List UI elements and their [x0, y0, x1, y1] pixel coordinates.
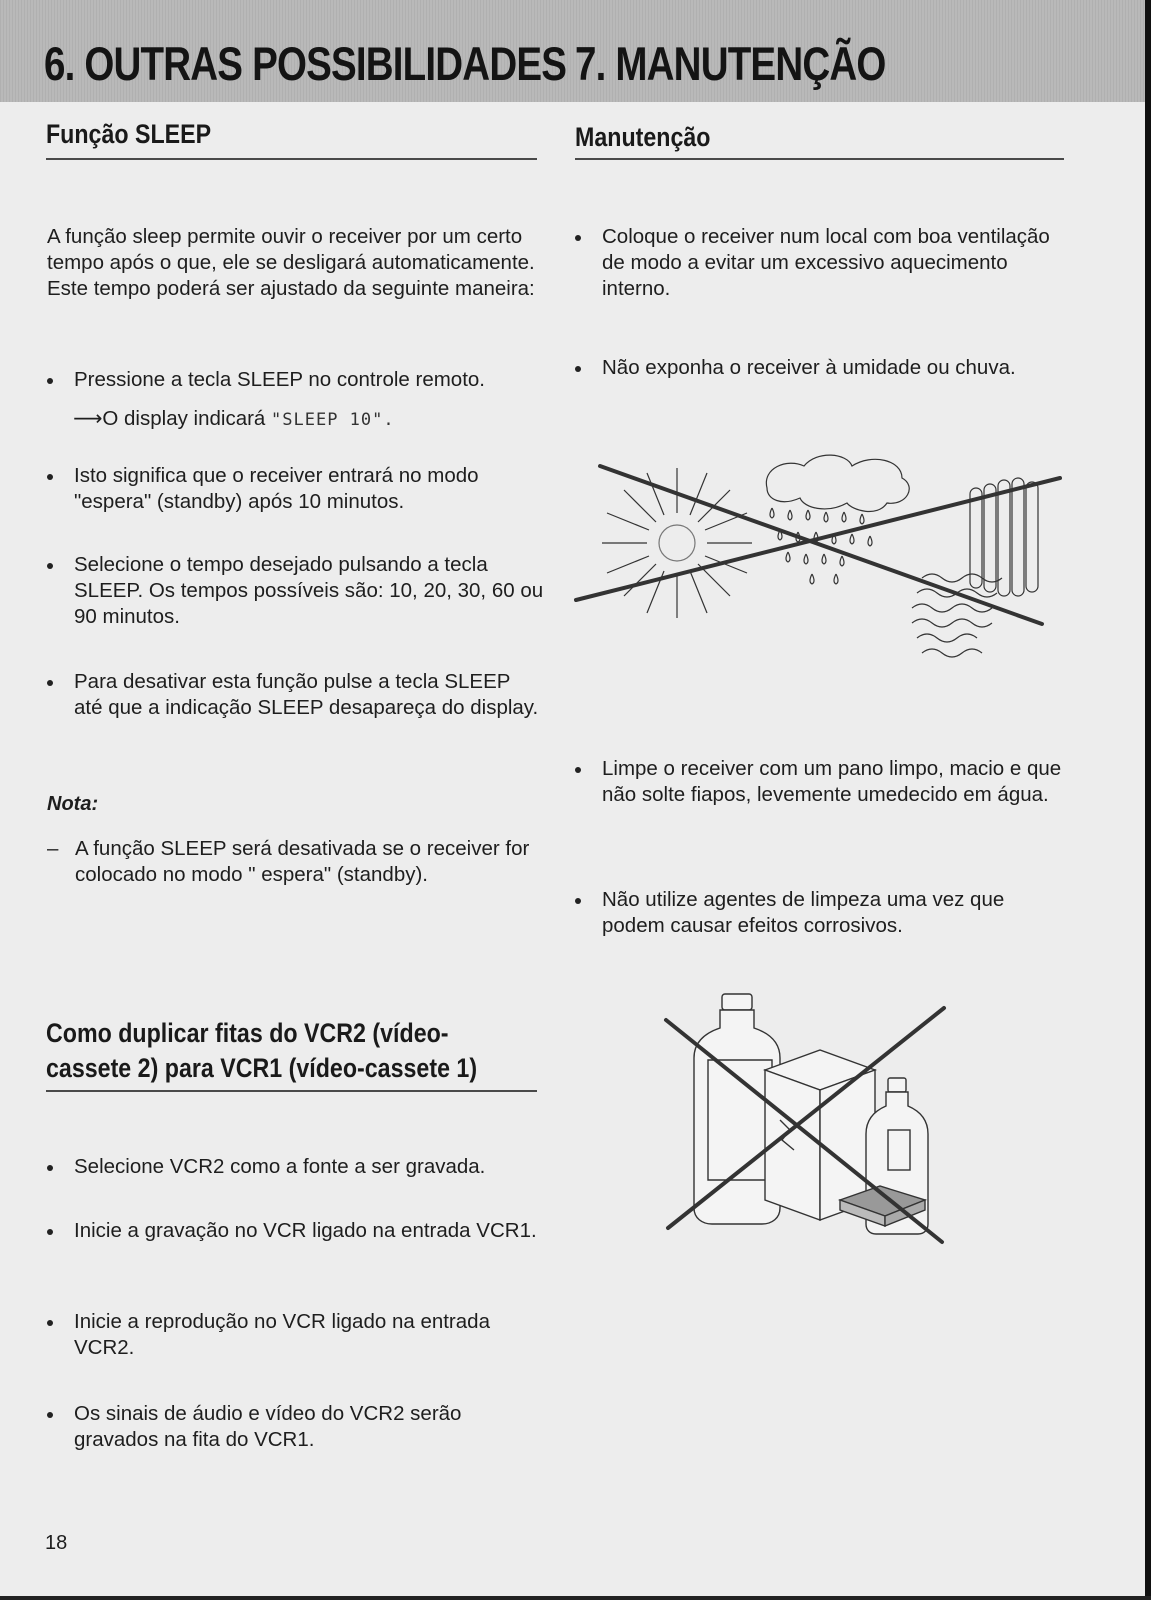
page-bottom-edge [0, 1596, 1151, 1600]
note-label: Nota: [47, 793, 99, 815]
heat-waves-icon [912, 574, 1002, 657]
chapter-7-title: 7. MANUTENÇÃO [575, 37, 886, 90]
sun-icon [602, 468, 752, 618]
dash-icon: – [47, 837, 59, 860]
page-edge [1145, 0, 1151, 1600]
page-number: 18 [45, 1532, 68, 1554]
vcr-heading-line-2: cassete 2) para VCR1 (vídeo-cassete 1) [46, 1053, 478, 1083]
no-cleaning-agents-illustration [660, 990, 950, 1250]
sleep-display-indication: ⟶O display indicará "SLEEP 10". [73, 407, 395, 430]
note-text: – A função SLEEP será desativada se o receiver for colocado no modo " espera" (standby). [47, 837, 530, 886]
sleep-bullet-2: Isto significa que o receiver entrará no modo "espera" (standby) após 10 minutos. [47, 463, 544, 515]
no-sun-rain-heat-illustration [572, 448, 1064, 670]
vcr-bullet-2: Inicie a gravação no VCR ligado na entrada VCR1. [47, 1218, 544, 1244]
sleep-intro: A função sleep permite ouvir o receiver por um certo tempo após o que, ele se desligará automaticamente. Este tempo poderá ser ajustado da seguinte maneira: [47, 225, 535, 300]
maintenance-bullet-3: Limpe o receiver com um pano limpo, macio e que não solte fiapos, levemente umedecido em água. [575, 756, 1077, 808]
sleep-bullet-1: Pressione a tecla SLEEP no controle remoto. [47, 367, 554, 393]
sleep-bullet-3: Selecione o tempo desejado pulsando a tecla SLEEP. Os tempos possíveis são: 10, 20, 30, 60 ou 90 minutos. [47, 552, 554, 630]
vcr-heading-rule [46, 1090, 537, 1092]
maintenance-heading: Manutenção [575, 122, 711, 152]
sleep-heading: Função SLEEP [46, 119, 212, 149]
maintenance-bullet-1: Coloque o receiver num local com boa ventilação de modo a evitar um excessivo aquecimento interno. [575, 224, 1062, 302]
lcd-display-text: "SLEEP 10". [271, 410, 395, 430]
cloud-icon [766, 455, 909, 511]
sleep-bullet-4: Para desativar esta função pulse a tecla SLEEP até que a indicação SLEEP desapareça do display. [47, 669, 544, 721]
maintenance-bullet-4: Não utilize agentes de limpeza uma vez que podem causar efeitos corrosivos. [575, 887, 1052, 939]
maintenance-bullet-2: Não exponha o receiver à umidade ou chuva. [575, 355, 1082, 381]
cross-out-icon [576, 466, 1060, 624]
chapter-6-title: 6. OUTRAS POSSIBILIDADES [44, 37, 567, 90]
arrow-right-icon: ⟶ [73, 407, 103, 430]
vcr-heading-line-1: Como duplicar fitas do VCR2 (vídeo- [46, 1018, 449, 1048]
maintenance-heading-rule [575, 158, 1064, 160]
vcr-bullet-4: Os sinais de áudio e vídeo do VCR2 serão gravados na fita do VCR1. [47, 1401, 504, 1453]
radiator-icon [970, 478, 1038, 596]
vcr-bullet-1: Selecione VCR2 como a fonte a ser gravada. [47, 1154, 554, 1180]
sleep-heading-rule [46, 158, 537, 160]
vcr-bullet-3: Inicie a reprodução no VCR ligado na entrada VCR2. [47, 1309, 544, 1361]
